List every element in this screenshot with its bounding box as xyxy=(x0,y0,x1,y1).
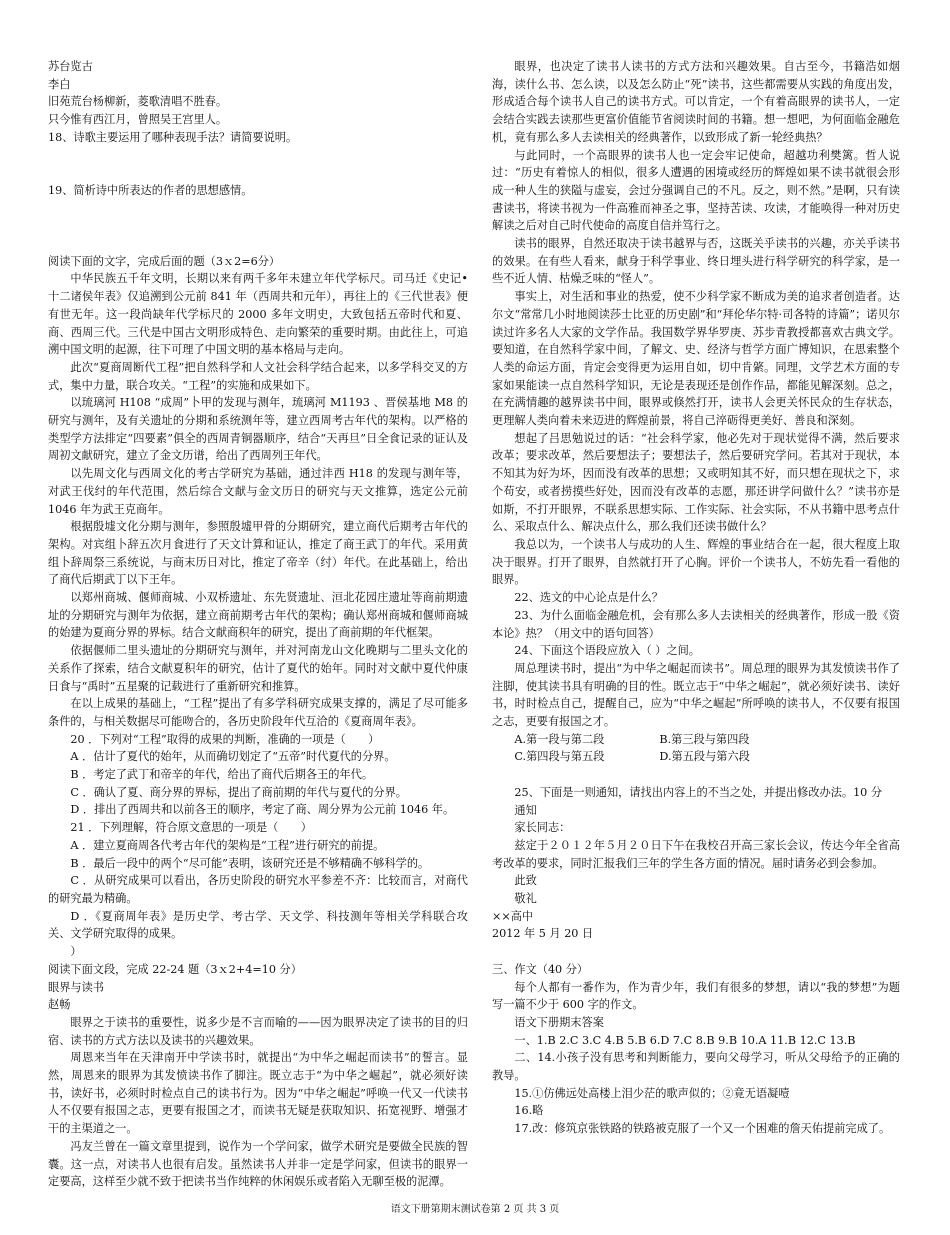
question-25: 25、下面是一则通知，请找出内容上的不当之处，并提出修改办法。10 分 xyxy=(514,785,883,799)
q20-option-b: B ．考定了武丁和帝辛的年代，给出了商代后期各王的年代。 xyxy=(70,768,374,782)
reading2-paragraph: 眼界，也决定了读书人读书的方式方法和兴趣效果。自古至今，书籍浩如烟海，读什么书、怎么读，以及怎么防止“死”读书，这些都需要从实践的角度出发，形成适合每个读书人自己的读书方式。可以肯定，一个有着高眼界的读书人，一定会结合实践去读那些更富价值能节省阅读时间的书籍。想一想吧，为何面临金融危机，竟有那么多人去读相关的经典著作，以致形成了新一轮经典热？ xyxy=(492,60,900,144)
notice-date: 2012 年 5 月 20 日 xyxy=(492,927,594,941)
reading1-paragraph: 以琉璃河 H108 “成周”卜甲的发现与测年，琉璃河 M1193 、晋侯基地 M8 的研究与测年，及有关遗址的分期和系统测年等，建立西周考古年代的架构。以严格的类型学方法排定“四要素”俱全的西周青铜器顺序，结合“天再旦”日全食记录的证认及周初文献研究，建立了金文历谱，给出了西周列王年代。 xyxy=(48,396,468,463)
answers-line: 16.略 xyxy=(514,1104,544,1118)
question-18: 18、诗歌主要运用了哪种表现手法？请简要说明。 xyxy=(48,130,298,144)
q24-option-a: A.第一段与第二段 xyxy=(514,732,605,746)
q24-passage: 周总理读书时，提出“为中华之崛起而读书”。周总理的眼界为其发愤读书作了注脚，使其读书具有明确的目的性。既立志于“中华之崛起”，就必须好读书、读好书，时时检点自己，提醒自己，应为“中华之崛起”所呼唤的读书人，不仅要有报国之志，更要有报国之才。 xyxy=(492,661,900,729)
answers-line: 15.①仿佛远处高楼上泪少茫的歌声似的；②竟无语凝噎 xyxy=(514,1086,790,1100)
reading2-paragraph: 周恩来当年在天津南开中学读书时，就提出“为中华之崛起而读书”的誓言。显然，周恩来的眼界为其发愤读书作了脚注。既立志于“为中华之崛起”，就必须好读书，读好书，必须时时检点自己的读书行为。因为“中华之崛起”呼唤一代又一代读书人不仅要有报国之志，更要有报国之才，而读书无疑是获取知识、拓宽视野、增强才干的主渠道之一。 xyxy=(48,1051,468,1136)
q21-option-a: A ．建立夏商周各代考古年代的架构是“工程”进行研究的前提。 xyxy=(70,838,385,852)
poem-author: 李白 xyxy=(48,77,71,91)
page-footer: 语文下册第期末测试卷第 2 页 共 3 页 xyxy=(390,1204,560,1215)
notice-title: 通知 xyxy=(514,803,537,817)
reading1-paragraph: 依据偃师二里头遗址的分期研究与测年，并对河南龙山文化晚期与二里头文化的关系作了探索，结合文献夏积年的研究，估计了夏代的始年。同时对文献中夏代仲康日食与“禹时”五星聚的记载进行了重新研究和推算。 xyxy=(48,644,468,693)
q20-option-d: D ．排出了西周共和以前各王的顺序，考定了商、周分界为公元前 1046 年。 xyxy=(70,803,455,817)
right-column xyxy=(492,58,900,1138)
reading2-intro: 阅读下面文段，完成 22-24 题（3ｘ2+4=10 分） xyxy=(48,962,302,976)
reading1-paragraph: 此次“夏商周断代工程”把自然科学和人文社会科学结合起来，以多学科交叉的方式，集中力量，联合攻关。“工程”的实施和成果如下。 xyxy=(48,360,468,392)
q20-option-c: C ．确认了夏、商分界的界标，提出了商前期的年代与夏代的分界。 xyxy=(70,785,407,799)
reading1-paragraph: 以先周文化与西周文化的考古学研究为基础，通过沣西 H18 的发现与测年等，对武王伐纣的年代范围，然后综合文献与金文历日的研究与天文推算，选定公元前 1046 年为武王克商年。 xyxy=(48,467,468,516)
q21-close: ） xyxy=(70,945,82,959)
answers-line: 17.改：修筑京张铁路的铁路被克服了一个又一个困难的詹天佑提前完成了。 xyxy=(514,1122,891,1136)
notice-body: 兹定于２０１２年５月２０日下午在我校召开高三家长会议，传达今年全省高考改革的要求，同时汇报我们三年的学生各方面的情况。届时请务必到会参加。 xyxy=(492,838,900,870)
notice-signature: ××高中 xyxy=(492,909,534,923)
reading1-paragraph: 中华民族五千年文明，长期以来有两千多年未建立年代学标尺。司马迁《史记•十二诸侯年表》仅追溯到公元前 841 年（西周共和元年），再往上的《三代世表》便有世无年。这一段尚缺年代学标尺的 2000 多年文明史，大致包括五帝时代和夏、商、西周三代。三代是中国古文明形成特色、走向繁荣的重要时期。由此往上，可追溯中国文明的起源，往下可理了中国文明的基本格局与走向。 xyxy=(48,272,468,357)
reading2-paragraph: 事实上，对生活和事业的热爱，使不少科学家不断成为美的追求者创造者。达尔文“常常几小时地阅读莎士比亚的历史剧”和“拜伦华尔特·司各特的诗篇”；诺贝尔读过许多名人大家的文学作品。我国数学界华罗庚、苏步青教授都喜欢古典文学。要知道，在自然科学家中间，了解文、史、经济与哲学方面广博知识，在思索整个人类的命运方面，肯定会变得更为运用自如，切中肯綮。同理，文学艺术方面的专家如果能读一点自然科学知识，无论是表现还是创作作品，都能见解深刻。总之，在充满情趣的越界读书中间，眼界或倏然打开，读书人会更关怀民众的生存状态，更理解人类向着未来迈进的辉煌前景，将自己淬砺得更美好、善良和深刻。 xyxy=(492,290,900,428)
reading2-paragraph: 冯友兰曾在一篇文章里提到，说作为一个学问家，做学术研究是要做全民族的智囊。这一点，对读书人也很有启发。虽然读书人并非一定是学问家，但读书的眼界一定要高，这样至少就不致于把读书当作纯粹的休闲娱乐或者陷入无聊至极的泥潭。 xyxy=(48,1139,468,1189)
question-20: 20 ．下列对“工程”取得的成果的判断，准确的一项是（ ） xyxy=(70,732,380,746)
left-column xyxy=(48,58,468,1191)
reading2-paragraph: 与此同时，一个高眼界的读书人也一定会牢记使命，超越功利樊篱。哲人说过：“历史有着惊人的相似，很多人遭遇的困境或经历的辉煌如果不读书就很会形成一种人生的狭隘与虚妄，会过分强调自己的不凡。反之，则不然。”是啊，只有读書读书，将读书视为一件高雅而神圣之事，坚持苦读、攻读，才能唤得一种对历史解读之后对自己时代使命的高度自信并笃行之。 xyxy=(492,148,900,233)
poem-title: 苏台览古 xyxy=(48,60,93,73)
reading2-paragraph: 眼界之于读书的重要性，说多少是不言而喻的——因为眼界决定了读书的目的归宿、读书的方式方法以及读书的兴趣效果。 xyxy=(48,1015,468,1047)
reading2-title: 眼界与读书 xyxy=(48,980,104,994)
question-21: 21 ．下列理解，符合原文意思的一项是（ ） xyxy=(70,821,312,835)
q24-option-d: D.第五段与第六段 xyxy=(659,750,750,764)
answers-title: 语文下册期末答案 xyxy=(514,1015,604,1029)
q24-options-row xyxy=(492,748,900,766)
q21-option-b: B ．最后一段中的两个“尽可能”表明，该研究还是不够精确不够科学的。 xyxy=(70,856,430,870)
reading2-author: 赵畅 xyxy=(48,998,71,1012)
q21-option-d: D ．《夏商周年表》是历史学、考古学、天文学、科技测年等相关学科联合攻关、文学研究取得的成果。 xyxy=(48,909,468,941)
reading2-paragraph: 想起了吕思勉说过的话：“社会科学家，他必先对于现状觉得不满，然后要求改革；要求改革，然后要想法子；要想法子，然后要研究学问。若其对于现状，本不知其为好为坏，因而没有改革的思想；又或明知其不好，而只想在现状之下，求个苟安，或者捞摸些好处，因而没有改革的志愿，那还讲学问做什么？”读书亦是如斯，不打开眼界，不联系思想实际、工作实际、社会实际，不从书籍中思考点什么、采取点什么、解决点什么，那么我们还读书做什么？ xyxy=(492,431,900,534)
question-23: 23、为什么面临金融危机，会有那么多人去读相关的经典著作，形成一股《资本论》热？（用文中的语句回答） xyxy=(492,608,900,640)
reading1-paragraph: 以郑州商城、偃师商城、小双桥遗址、东先贤遗址、洹北花园庄遗址等商前期遗址的分期研究与测年为依据，建立商前期考古年代的架构；确认郑州商城和偃师商城的始建为夏商分界的界标。结合文献商积年的研究，提出了商前期的年代框架。 xyxy=(48,591,468,640)
composition-text: 每个人都有一番作为，作为青少年，我们有很多的梦想，请以“我的梦想”为题写一篇不少于 600 字的作文。 xyxy=(492,980,900,1012)
poem-line: 旧苑荒台杨柳新，菱歌清唱不胜春。 xyxy=(48,95,228,109)
q20-option-a: A ．估计了夏代的始年，从而确切划定了“五帝”时代夏代的分界。 xyxy=(70,750,396,764)
notice-closing: 敬礼 xyxy=(514,892,537,906)
q24-options-row xyxy=(492,731,900,749)
poem-line: 只今惟有西江月，曾照吴王宫里人。 xyxy=(48,113,228,127)
answers-line: 二、14.小孩子没有思考和判断能力，要向父母学习，听从父母给予的正确的教导。 xyxy=(492,1051,900,1083)
reading1-paragraph: 在以上成果的基础上，“工程”提出了有多学科研究成果支撑的，满足了尽可能多条件的，与相关数据尽可能吻合的，各历史阶段年代互洽的《夏商周年表》。 xyxy=(48,697,468,728)
reading1-paragraph: 根据殷墟文化分期与测年，参照殷墟甲骨的分期研究，建立商代后期考古年代的架构。对宾组卜辞五次月食进行了天文计算和证认，推定了商王武丁的年代。采用黄组卜辞周祭三系统说，与商末历日对比，推定了帝辛（纣）年代。在此基础上，给出了商代后期武丁以下王年。 xyxy=(48,520,468,587)
reading2-paragraph: 读书的眼界，自然还取决于读书越界与否，这既关乎读书的兴趣，亦关乎读书的效果。在有些人看来，献身于科学事业、终日埋头进行科学研究的科学家，是一些不近人情、枯燥乏味的“怪人”。 xyxy=(492,237,900,286)
question-24: 24、下面这个语段应放入（ ）之间。 xyxy=(514,644,700,658)
q24-option-c: C.第四段与第五段 xyxy=(514,750,605,764)
reading1-intro: 阅读下面的文字，完成后面的题（3ｘ2=6分） xyxy=(48,254,281,268)
question-22: 22、选文的中心论点是什么？ xyxy=(514,591,663,605)
notice-closing: 此致 xyxy=(514,874,537,888)
notice-salutation: 家长同志： xyxy=(514,821,571,835)
reading2-paragraph: 我总以为，一个读书人与成功的人生、辉煌的事业结合在一起，很大程度上取决于眼界。打开了眼界，自然就打开了心胸。评价一个读书人，不妨先看一看他的眼界。 xyxy=(492,537,900,587)
q24-option-b: B.第三段与第四段 xyxy=(659,732,750,746)
q21-option-c: C ．从研究成果可以看出，各历史阶段的研究水平参差不齐：比较而言，对商代的研究最为精确。 xyxy=(48,874,468,905)
question-19: 19、简析诗中所表达的作者的思想感情。 xyxy=(48,183,253,197)
composition-heading: 三、作文（40 分） xyxy=(492,962,589,976)
answers-line: 一、1.B 2.C 3.C 4.B 5.B 6.D 7.C 8.B 9.B 10.A 11.B 12.C 13.B xyxy=(514,1033,856,1047)
